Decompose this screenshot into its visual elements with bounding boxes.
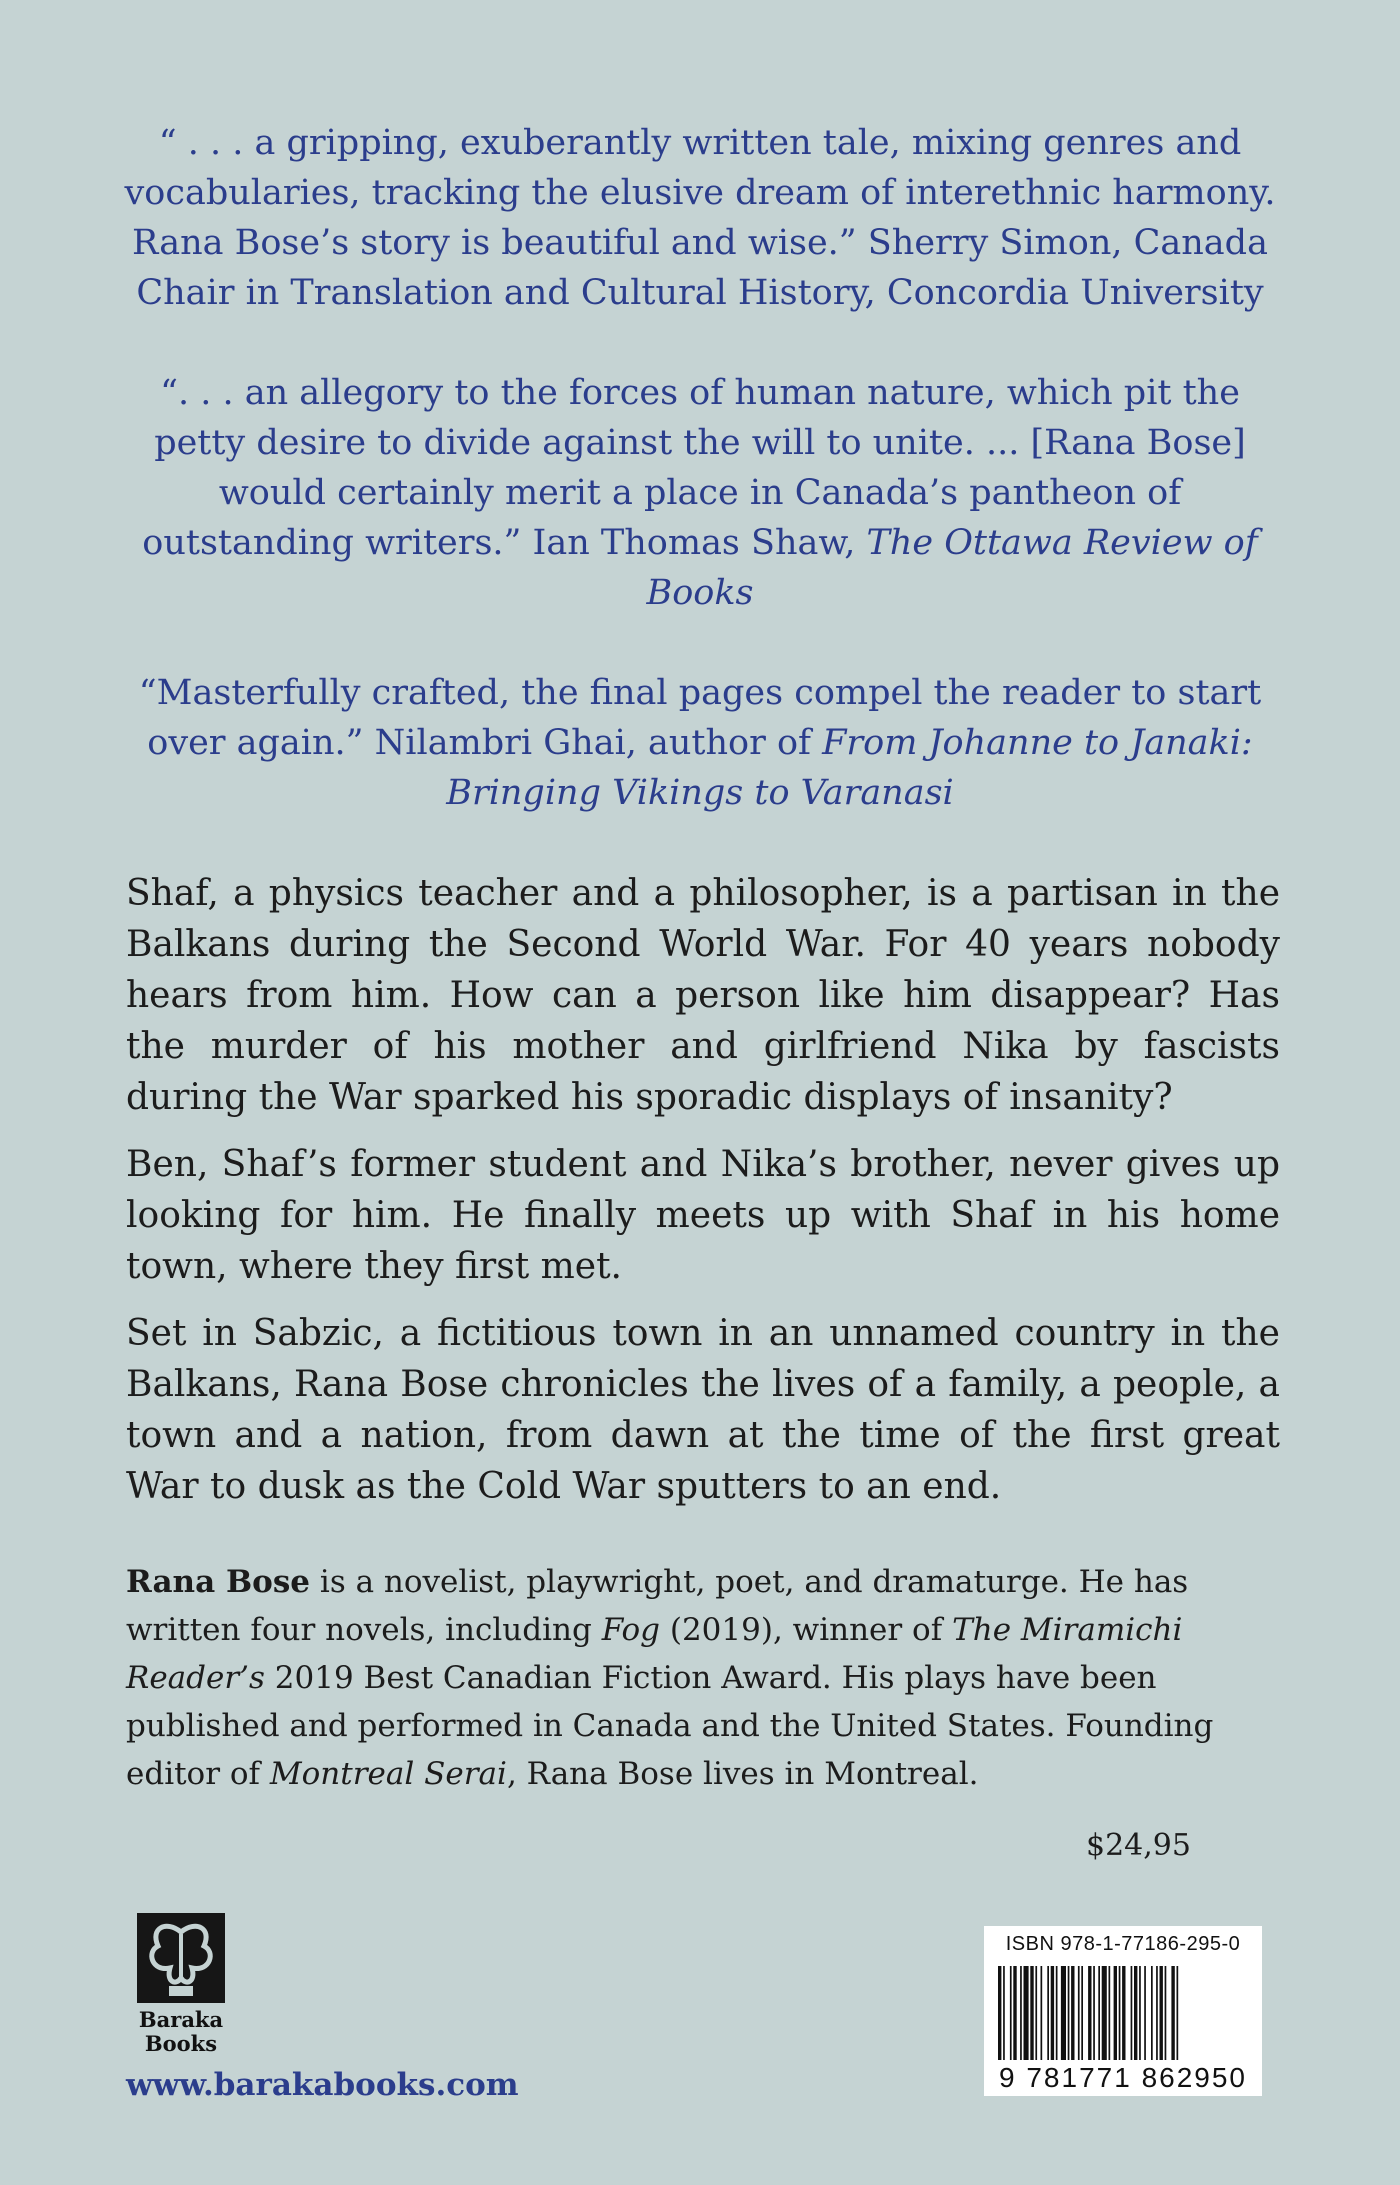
barcode-bar xyxy=(1030,1966,1033,2060)
barcode-bars xyxy=(994,1966,1252,2062)
barcode-bar xyxy=(1013,1966,1016,2060)
price-label: $24,95 xyxy=(1086,1828,1191,1863)
barcode-bar xyxy=(1068,1966,1070,2060)
barcode-bar xyxy=(1081,1966,1083,2060)
barcode-bar xyxy=(1139,1966,1141,2060)
barcode-bar xyxy=(1102,1966,1107,2060)
barcode-bar xyxy=(1035,1966,1037,2060)
synopsis-paragraph: Set in Sabzic, a fictitious town in an unnamed country in the Balkans, Rana Bose chronicles the lives of a family, a people, a town and a nation, from dawn at the time of the first great War to dusk as the Cold War sputters to an end. xyxy=(126,1313,1280,1507)
barcode-bar xyxy=(1114,1966,1117,2060)
barcode-bar xyxy=(1109,1966,1111,2060)
quote-source: From Johanne to Janaki: Bringing Vikings to Varanasi xyxy=(446,723,1253,813)
barcode-bar xyxy=(1165,1966,1167,2060)
author-bio xyxy=(126,1558,1280,1798)
barcode-bar xyxy=(1151,1966,1153,2060)
quote-text: “. . . an allegory to the forces of human nature, which pit the petty desire to divide against the will to unite. ... [Rana Bose] would certainly merit a place in Canada’s pantheon of outstanding writers.” Ian Thomas Shaw, xyxy=(142,373,1246,563)
barcode-digits: 9 781771 862950 xyxy=(999,2062,1247,2093)
barcode-bar xyxy=(1061,1966,1066,2060)
baraka-books-logo-icon xyxy=(136,1912,226,2004)
barcode-bar xyxy=(1010,1966,1012,2060)
quote-text: “ . . . a gripping, exuberantly written tale, mixing genres and vocabularies, tracking the elusive dream of interethnic harmony. Rana Bose’s story is beautiful and wise.” Sherry Simon, Canada Chair in Translation and Cultural History, Concordia University xyxy=(124,123,1276,313)
bio-text: 2019 Best Canadian Fiction Award. His plays have been published and performed in Canada and the United States. Founding editor of xyxy=(126,1660,1214,1792)
barcode-bar xyxy=(998,1966,1001,2060)
barcode-bar xyxy=(1122,1966,1125,2060)
barcode-bar xyxy=(1024,1966,1029,2060)
barcode-bar xyxy=(1071,1966,1074,2060)
barcode-bar xyxy=(1177,1966,1179,2060)
barcode-bar xyxy=(1047,1966,1049,2060)
barcode-bar xyxy=(1056,1966,1058,2060)
barcode-bar xyxy=(1131,1966,1133,2060)
publisher-name-line: Baraka xyxy=(138,2007,224,2032)
quote-ian-thomas-shaw xyxy=(110,368,1290,618)
bio-title-miramichi: The Miramichi Reader’s xyxy=(126,1612,1183,1696)
isbn-barcode xyxy=(984,1926,1262,2096)
barcode-bar xyxy=(1020,1966,1022,2060)
barcode-bar xyxy=(1078,1966,1080,2060)
publisher-name-line: Books xyxy=(144,2031,218,2056)
praise-quotes xyxy=(110,118,1290,818)
barcode-bar xyxy=(1003,1966,1005,2060)
barcode-bar xyxy=(1156,1966,1158,2060)
barcode-bar xyxy=(1160,1966,1163,2060)
bio-title-montreal-serai: Montreal Serai xyxy=(269,1756,507,1792)
bio-title-fog: Fog xyxy=(601,1612,661,1648)
author-name: Rana Bose xyxy=(126,1564,311,1600)
barcode-bar xyxy=(1119,1966,1121,2060)
barcode-bar xyxy=(1051,1966,1054,2060)
quote-nilambri-ghai xyxy=(110,668,1290,818)
barcode-bar xyxy=(1041,1966,1043,2060)
bio-text: is a novelist, playwright, poet, and dramaturge. He has written four novels, including xyxy=(126,1564,1189,1648)
isbn-label: ISBN 978-1-77186-295-0 xyxy=(1005,1933,1241,1955)
bio-text: (2019), winner of xyxy=(660,1612,953,1648)
barcode-bar xyxy=(1098,1966,1100,2060)
barcode-bar xyxy=(1144,1966,1146,2060)
synopsis-paragraph: Ben, Shaf’s former student and Nika’s brother, never gives up looking for him. He finally meets up with Shaf in his home town, where they first met. xyxy=(126,1144,1280,1287)
publisher-logo xyxy=(126,1912,236,2056)
quote-text: “Masterfully crafted, the final pages compel the reader to start over again.” Nilambri Ghai, author of xyxy=(138,673,1262,763)
barcode-bar xyxy=(1093,1966,1095,2060)
publisher-name xyxy=(126,2008,236,2056)
quote-source: The Ottawa Review of Books xyxy=(646,523,1258,613)
barcode-bar xyxy=(1171,1966,1174,2060)
bio-text: , Rana Bose lives in Montreal. xyxy=(506,1756,979,1792)
book-synopsis xyxy=(126,868,1280,1528)
barcode-bar xyxy=(1134,1966,1137,2060)
barcode-bar xyxy=(1088,1966,1091,2060)
publisher-website-link[interactable]: www.barakabooks.com xyxy=(126,2067,519,2103)
synopsis-paragraph: Shaf, a physics teacher and a philosopher, is a partisan in the Balkans during the Second World War. For 40 years nobody hears from him. How can a person like him disappear? Has the murder of his mother and girlfriend Nika by fascists during the War sparked his sporadic displays of insanity? xyxy=(126,873,1280,1118)
quote-sherry-simon xyxy=(110,118,1290,318)
